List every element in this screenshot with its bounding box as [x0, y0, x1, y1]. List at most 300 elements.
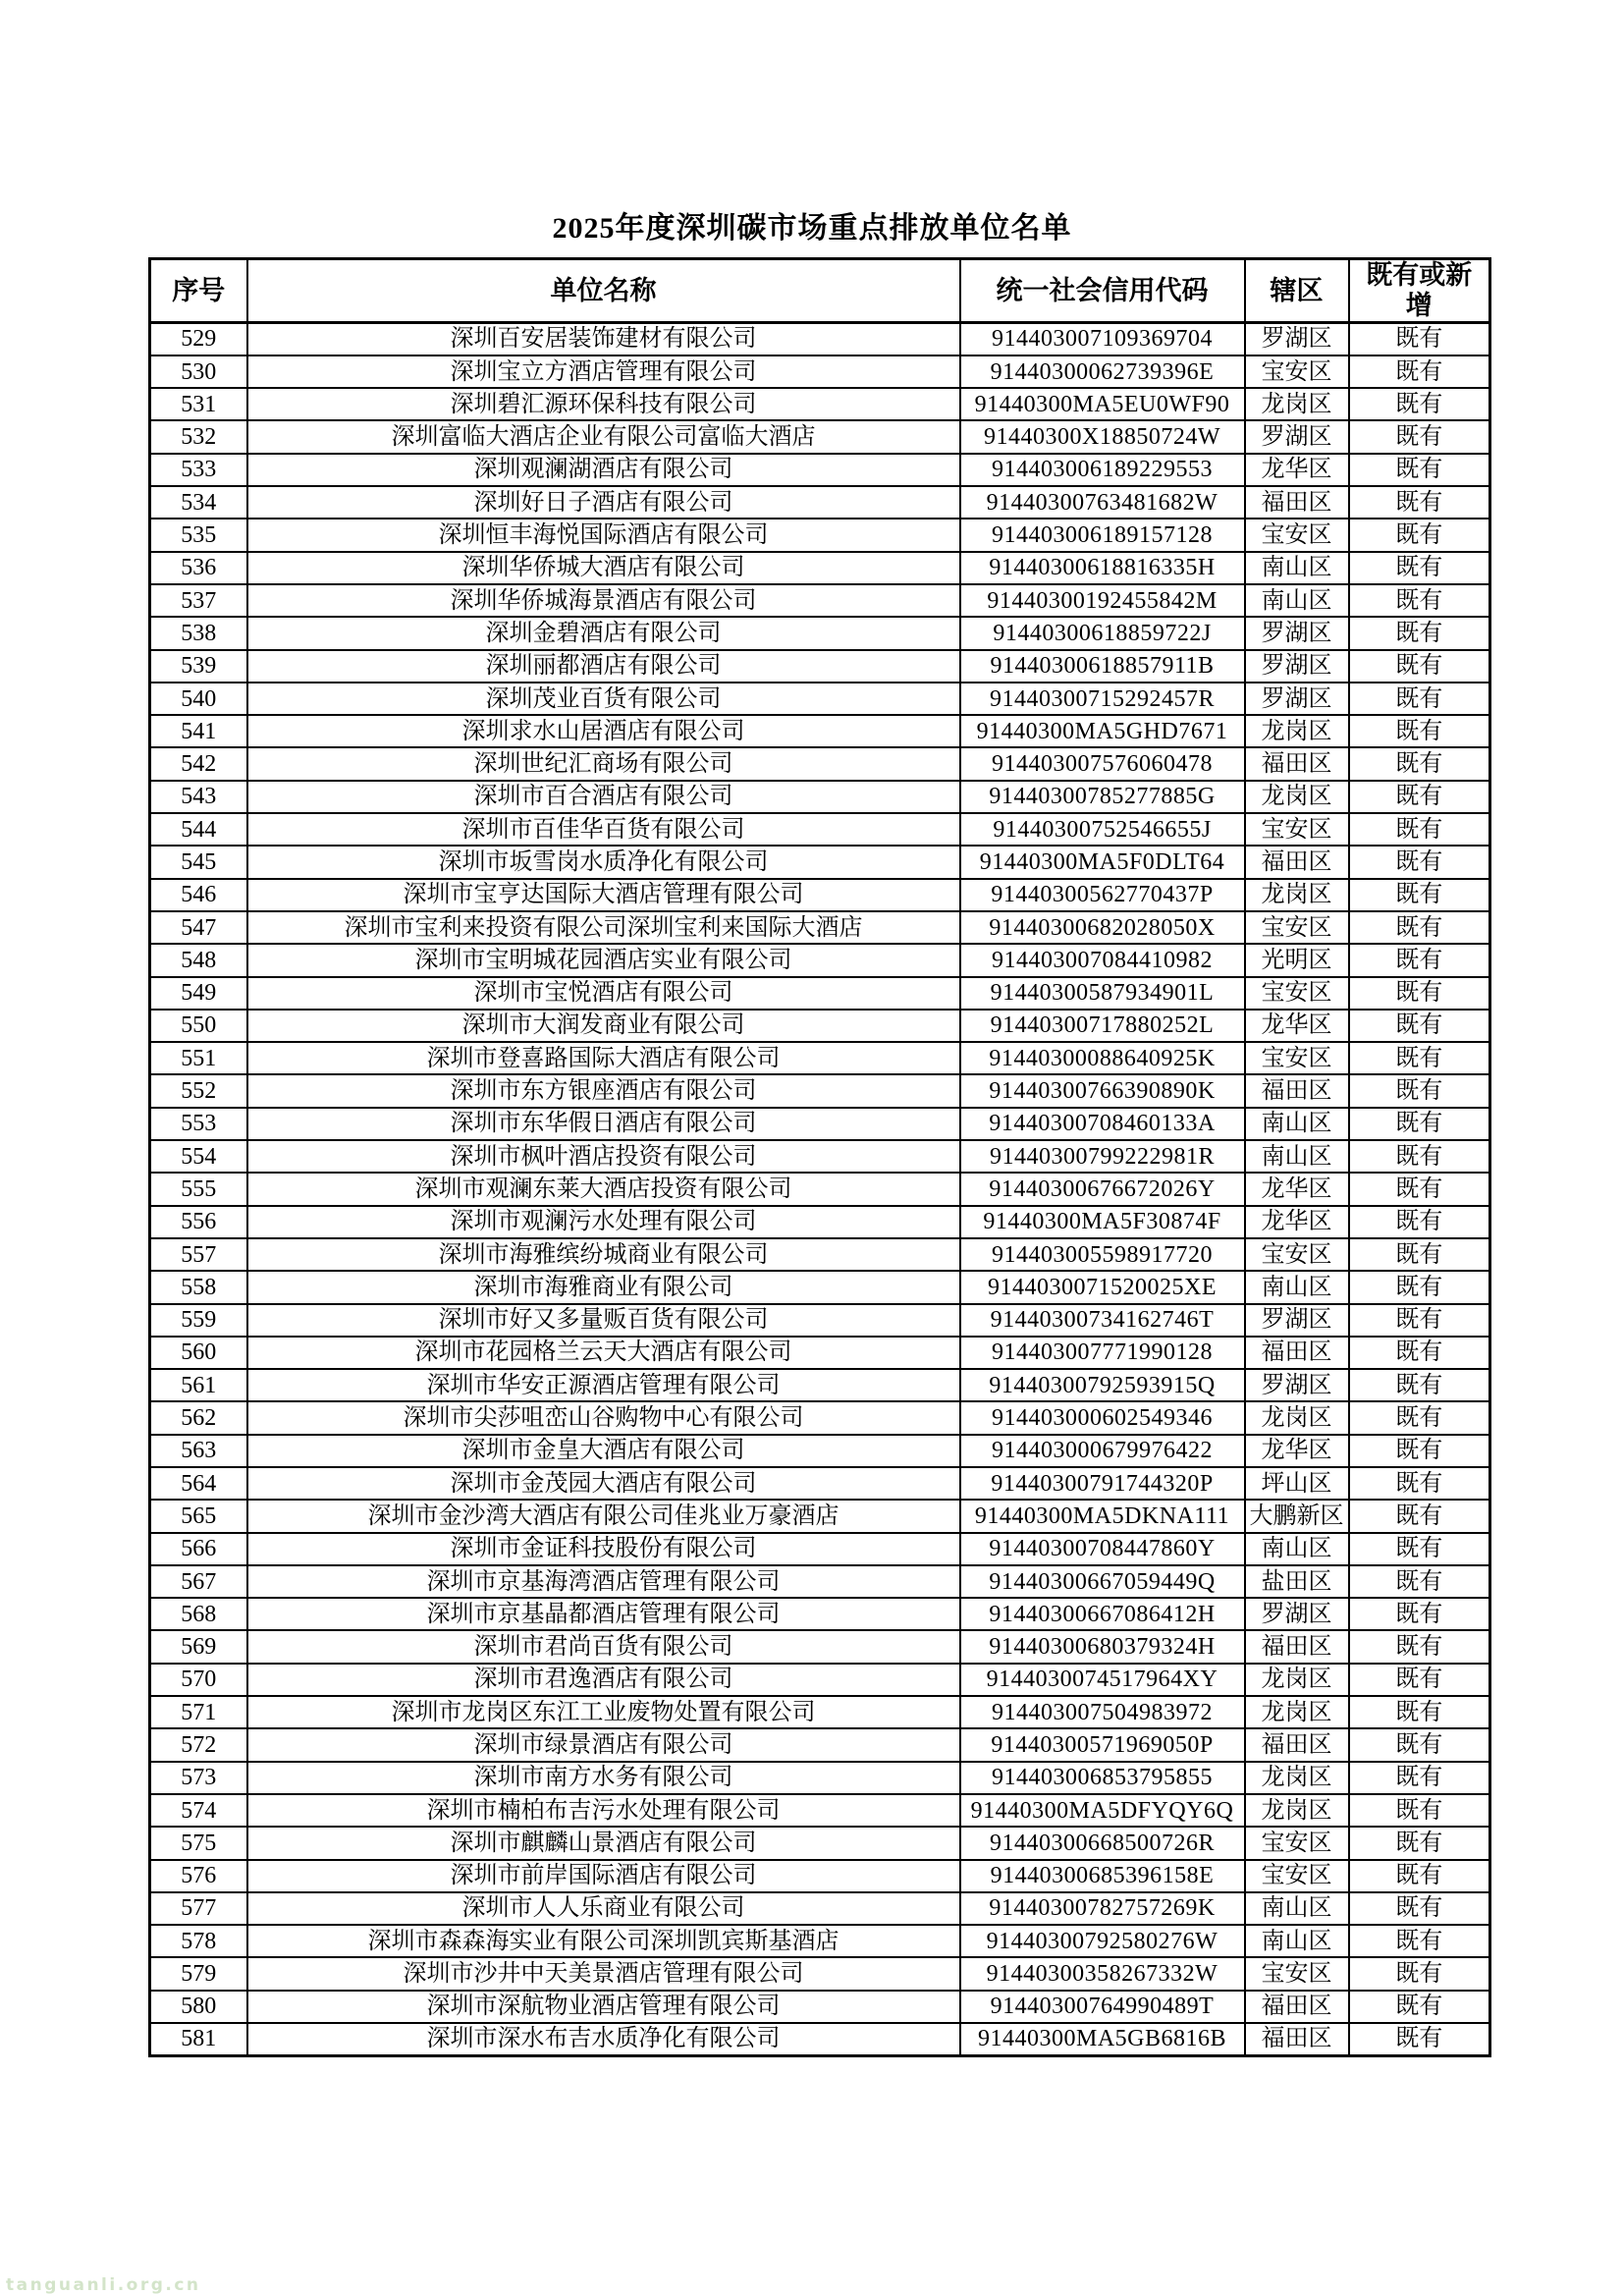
table-row [150, 846, 1490, 878]
table-row [150, 747, 1490, 780]
cell-unit-name: 深圳市花园格兰云天大酒店有限公司 [247, 1337, 960, 1369]
cell-seq: 546 [150, 879, 247, 911]
cell-seq: 576 [150, 1860, 247, 1892]
cell-seq: 547 [150, 911, 247, 944]
cell-seq: 536 [150, 552, 247, 584]
cell-status: 既有 [1349, 1598, 1490, 1630]
cell-status: 既有 [1349, 1827, 1490, 1859]
cell-credit-code: 914403006189157128 [960, 519, 1245, 551]
cell-seq: 550 [150, 1010, 247, 1042]
cell-credit-code: 91440300785277885G [960, 781, 1245, 813]
cell-status: 既有 [1349, 1892, 1490, 1925]
cell-status: 既有 [1349, 1074, 1490, 1107]
cell-unit-name: 深圳茂业百货有限公司 [247, 683, 960, 715]
cell-seq: 541 [150, 715, 247, 747]
cell-credit-code: 91440300667086412H [960, 1598, 1245, 1630]
cell-district: 龙岗区 [1245, 879, 1349, 911]
cell-unit-name: 深圳市南方水务有限公司 [247, 1762, 960, 1794]
table-row [150, 1762, 1490, 1794]
cell-district: 宝安区 [1245, 519, 1349, 551]
cell-unit-name: 深圳市华安正源酒店管理有限公司 [247, 1369, 960, 1401]
cell-district: 福田区 [1245, 846, 1349, 878]
cell-seq: 581 [150, 2023, 247, 2055]
cell-seq: 534 [150, 486, 247, 519]
cell-credit-code: 91440300717880252L [960, 1010, 1245, 1042]
cell-district: 罗湖区 [1245, 617, 1349, 649]
cell-district: 南山区 [1245, 1271, 1349, 1303]
cell-district: 龙岗区 [1245, 388, 1349, 420]
cell-seq: 555 [150, 1173, 247, 1205]
cell-unit-name: 深圳市金皇大酒店有限公司 [247, 1435, 960, 1467]
cell-district: 盐田区 [1245, 1565, 1349, 1598]
cell-credit-code: 91440300618859722J [960, 617, 1245, 649]
cell-credit-code: 91440300MA5F0DLT64 [960, 846, 1245, 878]
cell-status: 既有 [1349, 813, 1490, 846]
cell-unit-name: 深圳市好又多量贩百货有限公司 [247, 1304, 960, 1337]
cell-credit-code: 914403000679976422 [960, 1435, 1245, 1467]
table-row [150, 1074, 1490, 1107]
cell-seq: 557 [150, 1238, 247, 1271]
cell-district: 光明区 [1245, 944, 1349, 976]
cell-unit-name: 深圳市百合酒店有限公司 [247, 781, 960, 813]
cell-seq: 539 [150, 650, 247, 683]
cell-status: 既有 [1349, 1500, 1490, 1532]
cell-credit-code: 91440300708447860Y [960, 1533, 1245, 1565]
cell-credit-code: 91440300792593915Q [960, 1369, 1245, 1401]
cell-status: 既有 [1349, 420, 1490, 453]
cell-district: 南山区 [1245, 1533, 1349, 1565]
cell-seq: 570 [150, 1664, 247, 1696]
cell-seq: 540 [150, 683, 247, 715]
table-row [150, 1467, 1490, 1500]
cell-district: 龙华区 [1245, 1435, 1349, 1467]
header-cell-district: 辖区 [1245, 259, 1349, 323]
cell-status: 既有 [1349, 1173, 1490, 1205]
cell-district: 龙岗区 [1245, 1762, 1349, 1794]
cell-unit-name: 深圳市绿景酒店有限公司 [247, 1728, 960, 1761]
cell-status: 既有 [1349, 1042, 1490, 1074]
cell-seq: 568 [150, 1598, 247, 1630]
cell-seq: 529 [150, 323, 247, 355]
cell-seq: 579 [150, 1957, 247, 1990]
cell-credit-code: 91440300MA5GHD7671 [960, 715, 1245, 747]
cell-seq: 533 [150, 454, 247, 486]
cell-district: 罗湖区 [1245, 650, 1349, 683]
cell-credit-code: 91440300X18850724W [960, 420, 1245, 453]
cell-district: 罗湖区 [1245, 420, 1349, 453]
cell-status: 既有 [1349, 2023, 1490, 2055]
cell-credit-code: 91440300734162746T [960, 1304, 1245, 1337]
cell-credit-code: 91440300358267332W [960, 1957, 1245, 1990]
cell-status: 既有 [1349, 846, 1490, 878]
cell-seq: 559 [150, 1304, 247, 1337]
cell-district: 南山区 [1245, 584, 1349, 617]
cell-credit-code: 91440300MA5DKNA111 [960, 1500, 1245, 1532]
table-row [150, 1598, 1490, 1630]
header-row [150, 259, 1490, 323]
cell-status: 既有 [1349, 1565, 1490, 1598]
table-row [150, 879, 1490, 911]
cell-district: 宝安区 [1245, 1860, 1349, 1892]
table-header [150, 259, 1490, 323]
cell-seq: 542 [150, 747, 247, 780]
cell-district: 福田区 [1245, 747, 1349, 780]
cell-status: 既有 [1349, 683, 1490, 715]
cell-district: 宝安区 [1245, 1957, 1349, 1990]
cell-seq: 549 [150, 977, 247, 1010]
cell-credit-code: 91440300562770437P [960, 879, 1245, 911]
table-row [150, 1042, 1490, 1074]
cell-status: 既有 [1349, 1238, 1490, 1271]
cell-seq: 560 [150, 1337, 247, 1369]
cell-district: 南山区 [1245, 552, 1349, 584]
cell-seq: 558 [150, 1271, 247, 1303]
cell-district: 罗湖区 [1245, 1598, 1349, 1630]
cell-unit-name: 深圳市宝利来投资有限公司深圳宝利来国际大酒店 [247, 911, 960, 944]
cell-unit-name: 深圳世纪汇商场有限公司 [247, 747, 960, 780]
cell-unit-name: 深圳碧汇源环保科技有限公司 [247, 388, 960, 420]
cell-unit-name: 深圳恒丰海悦国际酒店有限公司 [247, 519, 960, 551]
cell-credit-code: 91440300571969050P [960, 1728, 1245, 1761]
cell-seq: 530 [150, 355, 247, 388]
cell-seq: 531 [150, 388, 247, 420]
cell-unit-name: 深圳市麒麟山景酒店有限公司 [247, 1827, 960, 1859]
cell-district: 宝安区 [1245, 1827, 1349, 1859]
cell-credit-code: 914403000602549346 [960, 1401, 1245, 1434]
cell-district: 福田区 [1245, 1728, 1349, 1761]
cell-status: 既有 [1349, 1925, 1490, 1957]
table-row [150, 1565, 1490, 1598]
table-row [150, 1860, 1490, 1892]
table-row [150, 617, 1490, 649]
cell-credit-code: 91440300MA5F30874F [960, 1206, 1245, 1238]
cell-district: 龙岗区 [1245, 715, 1349, 747]
cell-unit-name: 深圳市宝悦酒店有限公司 [247, 977, 960, 1010]
cell-unit-name: 深圳市东方银座酒店有限公司 [247, 1074, 960, 1107]
page-title: 2025年度深圳碳市场重点排放单位名单 [552, 212, 1072, 245]
cell-unit-name: 深圳好日子酒店有限公司 [247, 486, 960, 519]
cell-unit-name: 深圳金碧酒店有限公司 [247, 617, 960, 649]
table-row [150, 1140, 1490, 1173]
cell-district: 罗湖区 [1245, 323, 1349, 355]
cell-credit-code: 9144030074517964XY [960, 1664, 1245, 1696]
table-row [150, 2023, 1490, 2055]
cell-seq: 571 [150, 1696, 247, 1728]
cell-credit-code: 91440300792580276W [960, 1925, 1245, 1957]
cell-seq: 553 [150, 1108, 247, 1140]
table-row [150, 420, 1490, 453]
cell-unit-name: 深圳市楠柏布吉污水处理有限公司 [247, 1794, 960, 1827]
cell-district: 南山区 [1245, 1925, 1349, 1957]
cell-credit-code: 91440300667059449Q [960, 1565, 1245, 1598]
cell-status: 既有 [1349, 1794, 1490, 1827]
cell-credit-code: 91440300763481682W [960, 486, 1245, 519]
cell-status: 既有 [1349, 1664, 1490, 1696]
cell-unit-name: 深圳市百佳华百货有限公司 [247, 813, 960, 846]
cell-credit-code: 91440300782757269K [960, 1892, 1245, 1925]
cell-district: 福田区 [1245, 1630, 1349, 1663]
cell-status: 既有 [1349, 1206, 1490, 1238]
cell-unit-name: 深圳华侨城大酒店有限公司 [247, 552, 960, 584]
cell-unit-name: 深圳观澜湖酒店有限公司 [247, 454, 960, 486]
cell-district: 龙华区 [1245, 1173, 1349, 1205]
cell-seq: 565 [150, 1500, 247, 1532]
cell-credit-code: 91440300799222981R [960, 1140, 1245, 1173]
cell-status: 既有 [1349, 977, 1490, 1010]
cell-unit-name: 深圳市人人乐商业有限公司 [247, 1892, 960, 1925]
cell-district: 宝安区 [1245, 911, 1349, 944]
cell-status: 既有 [1349, 1957, 1490, 1990]
cell-district: 宝安区 [1245, 977, 1349, 1010]
table-row [150, 1108, 1490, 1140]
watermark-text: tanguanli.org.cn [6, 2275, 201, 2295]
table-row [150, 1728, 1490, 1761]
cell-status: 既有 [1349, 747, 1490, 780]
cell-seq: 572 [150, 1728, 247, 1761]
cell-status: 既有 [1349, 1435, 1490, 1467]
cell-seq: 537 [150, 584, 247, 617]
cell-status: 既有 [1349, 1010, 1490, 1042]
cell-district: 福田区 [1245, 2023, 1349, 2055]
cell-credit-code: 91440300766390890K [960, 1074, 1245, 1107]
cell-seq: 554 [150, 1140, 247, 1173]
cell-district: 龙岗区 [1245, 1696, 1349, 1728]
cell-seq: 545 [150, 846, 247, 878]
table-row [150, 1206, 1490, 1238]
cell-status: 既有 [1349, 1762, 1490, 1794]
table-row [150, 1173, 1490, 1205]
cell-unit-name: 深圳市海雅缤纷城商业有限公司 [247, 1238, 960, 1271]
cell-credit-code: 91440300764990489T [960, 1991, 1245, 2023]
cell-district: 大鹏新区 [1245, 1500, 1349, 1532]
cell-unit-name: 深圳市枫叶酒店投资有限公司 [247, 1140, 960, 1173]
cell-status: 既有 [1349, 650, 1490, 683]
cell-district: 福田区 [1245, 486, 1349, 519]
cell-credit-code: 91440300062739396E [960, 355, 1245, 388]
table-row [150, 454, 1490, 486]
cell-unit-name: 深圳市登喜路国际大酒店有限公司 [247, 1042, 960, 1074]
cell-unit-name: 深圳市深水布吉水质净化有限公司 [247, 2023, 960, 2055]
cell-district: 南山区 [1245, 1108, 1349, 1140]
cell-unit-name: 深圳市观澜东莱大酒店投资有限公司 [247, 1173, 960, 1205]
cell-district: 罗湖区 [1245, 683, 1349, 715]
cell-unit-name: 深圳市深航物业酒店管理有限公司 [247, 1991, 960, 2023]
cell-seq: 556 [150, 1206, 247, 1238]
cell-status: 既有 [1349, 1271, 1490, 1303]
table-row [150, 977, 1490, 1010]
cell-unit-name: 深圳市龙岗区东江工业废物处置有限公司 [247, 1696, 960, 1728]
cell-unit-name: 深圳市宝亨达国际大酒店管理有限公司 [247, 879, 960, 911]
cell-credit-code: 9144030071520025XE [960, 1271, 1245, 1303]
cell-credit-code: 91440300MA5GB6816B [960, 2023, 1245, 2055]
cell-seq: 575 [150, 1827, 247, 1859]
cell-district: 福田区 [1245, 1337, 1349, 1369]
cell-district: 南山区 [1245, 1140, 1349, 1173]
cell-status: 既有 [1349, 1140, 1490, 1173]
cell-status: 既有 [1349, 1991, 1490, 2023]
cell-status: 既有 [1349, 715, 1490, 747]
cell-credit-code: 91440300715292457R [960, 683, 1245, 715]
table-row [150, 1304, 1490, 1337]
cell-seq: 569 [150, 1630, 247, 1663]
cell-status: 既有 [1349, 388, 1490, 420]
table-row [150, 1892, 1490, 1925]
cell-unit-name: 深圳市金沙湾大酒店有限公司佳兆业万豪酒店 [247, 1500, 960, 1532]
cell-status: 既有 [1349, 1337, 1490, 1369]
cell-credit-code: 91440300192455842M [960, 584, 1245, 617]
table-row [150, 1664, 1490, 1696]
cell-seq: 577 [150, 1892, 247, 1925]
cell-status: 既有 [1349, 584, 1490, 617]
cell-credit-code: 914403005598917720 [960, 1238, 1245, 1271]
table-row [150, 813, 1490, 846]
cell-credit-code: 91440300685396158E [960, 1860, 1245, 1892]
cell-credit-code: 91440300752546655J [960, 813, 1245, 846]
cell-credit-code: 91440300680379324H [960, 1630, 1245, 1663]
cell-credit-code: 91440300618816335H [960, 552, 1245, 584]
cell-unit-name: 深圳市坂雪岗水质净化有限公司 [247, 846, 960, 878]
cell-unit-name: 深圳市观澜污水处理有限公司 [247, 1206, 960, 1238]
cell-credit-code: 91440300587934901L [960, 977, 1245, 1010]
cell-district: 龙华区 [1245, 454, 1349, 486]
cell-unit-name: 深圳百安居装饰建材有限公司 [247, 323, 960, 355]
cell-status: 既有 [1349, 1467, 1490, 1500]
cell-seq: 562 [150, 1401, 247, 1434]
cell-credit-code: 914403007084410982 [960, 944, 1245, 976]
table-row [150, 323, 1490, 355]
table-row [150, 911, 1490, 944]
cell-status: 既有 [1349, 879, 1490, 911]
header-cell-status: 既有或新增 [1349, 259, 1490, 323]
cell-credit-code: 91440300088640925K [960, 1042, 1245, 1074]
cell-seq: 535 [150, 519, 247, 551]
cell-credit-code: 914403006853795855 [960, 1762, 1245, 1794]
table-row [150, 552, 1490, 584]
cell-unit-name: 深圳华侨城海景酒店有限公司 [247, 584, 960, 617]
cell-seq: 552 [150, 1074, 247, 1107]
cell-unit-name: 深圳市宝明城花园酒店实业有限公司 [247, 944, 960, 976]
table-row [150, 650, 1490, 683]
cell-status: 既有 [1349, 1304, 1490, 1337]
header-cell-seq: 序号 [150, 259, 247, 323]
table-row [150, 1925, 1490, 1957]
table-row [150, 1369, 1490, 1401]
table-row [150, 1337, 1490, 1369]
cell-status: 既有 [1349, 323, 1490, 355]
cell-seq: 532 [150, 420, 247, 453]
cell-unit-name: 深圳宝立方酒店管理有限公司 [247, 355, 960, 388]
emission-units-table [148, 257, 1491, 2057]
table-row [150, 519, 1490, 551]
cell-status: 既有 [1349, 1108, 1490, 1140]
cell-status: 既有 [1349, 454, 1490, 486]
cell-credit-code: 91440300MA5EU0WF90 [960, 388, 1245, 420]
cell-credit-code: 91440300MA5DFYQY6Q [960, 1794, 1245, 1827]
cell-district: 宝安区 [1245, 1042, 1349, 1074]
cell-district: 罗湖区 [1245, 1369, 1349, 1401]
table-row [150, 781, 1490, 813]
cell-credit-code: 91440300676672026Y [960, 1173, 1245, 1205]
cell-status: 既有 [1349, 944, 1490, 976]
cell-status: 既有 [1349, 1630, 1490, 1663]
cell-unit-name: 深圳市君逸酒店有限公司 [247, 1664, 960, 1696]
cell-status: 既有 [1349, 1696, 1490, 1728]
cell-unit-name: 深圳市森森海实业有限公司深圳凯宾斯基酒店 [247, 1925, 960, 1957]
cell-credit-code: 914403007504983972 [960, 1696, 1245, 1728]
cell-district: 龙华区 [1245, 1010, 1349, 1042]
cell-unit-name: 深圳市东华假日酒店有限公司 [247, 1108, 960, 1140]
cell-district: 龙岗区 [1245, 781, 1349, 813]
table-row [150, 715, 1490, 747]
table-row [150, 584, 1490, 617]
cell-credit-code: 91440300791744320P [960, 1467, 1245, 1500]
cell-status: 既有 [1349, 355, 1490, 388]
cell-unit-name: 深圳丽都酒店有限公司 [247, 650, 960, 683]
cell-credit-code: 914403007771990128 [960, 1337, 1245, 1369]
cell-credit-code: 914403006189229553 [960, 454, 1245, 486]
table-row [150, 1238, 1490, 1271]
table-row [150, 1010, 1490, 1042]
cell-seq: 544 [150, 813, 247, 846]
cell-district: 南山区 [1245, 1892, 1349, 1925]
cell-unit-name: 深圳市尖莎咀峦山谷购物中心有限公司 [247, 1401, 960, 1434]
cell-seq: 574 [150, 1794, 247, 1827]
cell-district: 宝安区 [1245, 1238, 1349, 1271]
cell-district: 宝安区 [1245, 355, 1349, 388]
cell-seq: 548 [150, 944, 247, 976]
cell-unit-name: 深圳市京基晶都酒店管理有限公司 [247, 1598, 960, 1630]
cell-seq: 564 [150, 1467, 247, 1500]
cell-unit-name: 深圳市大润发商业有限公司 [247, 1010, 960, 1042]
cell-unit-name: 深圳求水山居酒店有限公司 [247, 715, 960, 747]
cell-status: 既有 [1349, 1533, 1490, 1565]
table-body [150, 323, 1490, 2056]
cell-credit-code: 91440300682028050X [960, 911, 1245, 944]
table-row [150, 1271, 1490, 1303]
cell-unit-name: 深圳市前岸国际酒店有限公司 [247, 1860, 960, 1892]
cell-unit-name: 深圳市海雅商业有限公司 [247, 1271, 960, 1303]
cell-status: 既有 [1349, 1728, 1490, 1761]
cell-seq: 578 [150, 1925, 247, 1957]
cell-district: 坪山区 [1245, 1467, 1349, 1500]
table-row [150, 1435, 1490, 1467]
table-row [150, 1696, 1490, 1728]
cell-seq: 573 [150, 1762, 247, 1794]
cell-district: 宝安区 [1245, 813, 1349, 846]
cell-status: 既有 [1349, 1369, 1490, 1401]
cell-seq: 543 [150, 781, 247, 813]
cell-unit-name: 深圳市金茂园大酒店有限公司 [247, 1467, 960, 1500]
cell-district: 龙华区 [1245, 1206, 1349, 1238]
table-row [150, 1957, 1490, 1990]
cell-seq: 563 [150, 1435, 247, 1467]
cell-seq: 551 [150, 1042, 247, 1074]
cell-district: 龙岗区 [1245, 1794, 1349, 1827]
table-row [150, 1630, 1490, 1663]
cell-unit-name: 深圳市金证科技股份有限公司 [247, 1533, 960, 1565]
table-row [150, 1827, 1490, 1859]
cell-status: 既有 [1349, 781, 1490, 813]
cell-unit-name: 深圳市京基海湾酒店管理有限公司 [247, 1565, 960, 1598]
cell-seq: 580 [150, 1991, 247, 2023]
cell-status: 既有 [1349, 1401, 1490, 1434]
table-row [150, 683, 1490, 715]
cell-seq: 567 [150, 1565, 247, 1598]
cell-credit-code: 91440300618857911B [960, 650, 1245, 683]
cell-seq: 561 [150, 1369, 247, 1401]
cell-status: 既有 [1349, 617, 1490, 649]
cell-status: 既有 [1349, 552, 1490, 584]
